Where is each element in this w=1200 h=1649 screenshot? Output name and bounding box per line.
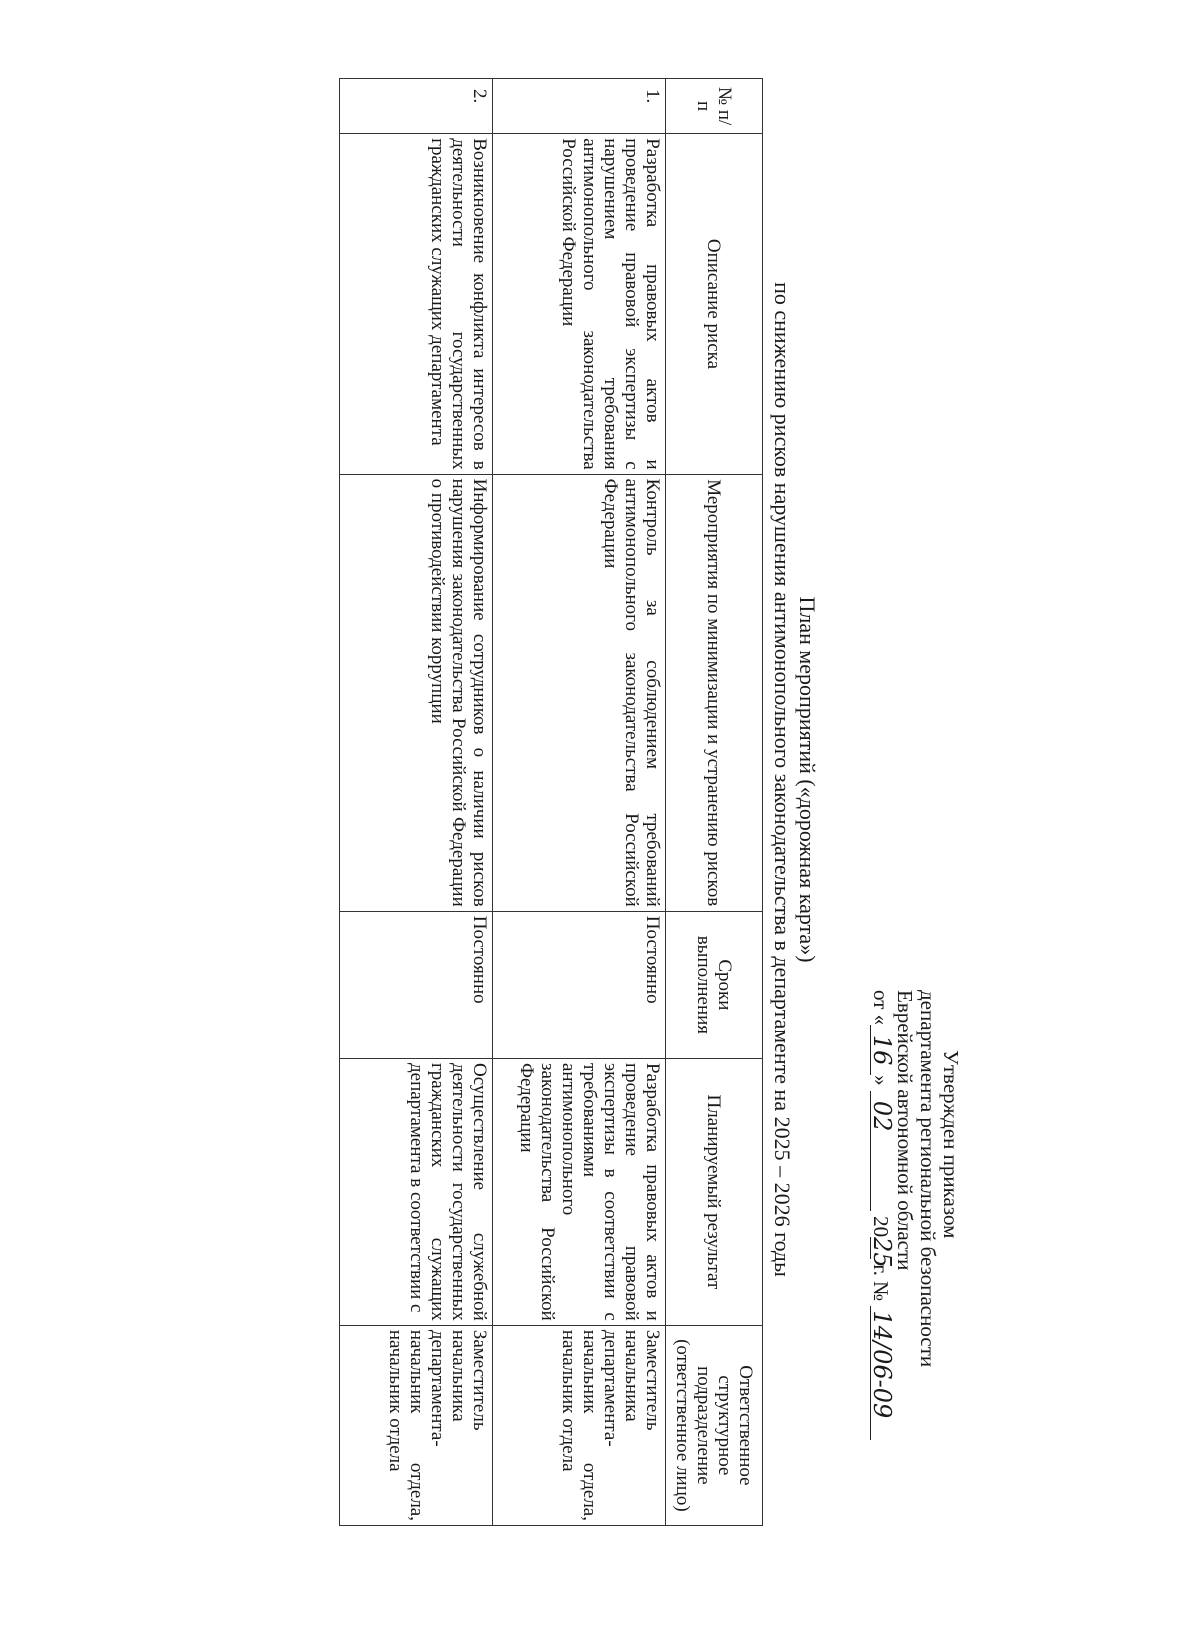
header-num: № п/п	[666, 79, 763, 134]
header-risk: Описание риска	[666, 134, 763, 474]
cell-risk: Возникновение конфликта интересов в деятельности государственных гражданских служащих департамента	[340, 134, 493, 474]
cell-num: 1.	[493, 79, 666, 134]
handwritten-year: 25	[868, 1237, 896, 1268]
roadmap-table	[339, 78, 763, 1526]
handwritten-month: 02	[870, 1091, 893, 1211]
cell-term: Постоянно	[493, 911, 666, 1058]
header-term: Сроки выполнения	[666, 911, 763, 1058]
table-row	[340, 79, 493, 1526]
cell-risk: Разработка правовых актов и проведение правовой экспертизы с нарушением требования антимонопольного законодательства Российской Федерации	[493, 134, 666, 474]
approval-stamp	[869, 990, 962, 1510]
cell-result: Осуществление служебной деятельности государственных гражданских служащих департамента в соответствии с	[340, 1058, 493, 1325]
document-subtitle: по снижению рисков нарушения антимонопольного законодательства в департаменте на 2025 – 2026 годы	[770, 282, 795, 1277]
cell-term: Постоянно	[340, 911, 493, 1058]
document-title: План мероприятий («дорожная карта»)	[795, 596, 820, 963]
approval-line-3: Еврейской автономной области	[893, 990, 917, 1271]
table-row	[493, 79, 666, 1526]
date-close-quote: »	[869, 1075, 893, 1086]
year-suffix: г. №	[869, 1259, 893, 1302]
cell-responsible: Заместитель начальника департамента-начальник отдела, начальник отдела	[340, 1325, 493, 1525]
cell-responsible: Заместитель начальника департамента-начальник отдела, начальник отдела	[493, 1325, 666, 1525]
header-measures: Мероприятия по минимизации и устранению рисков	[666, 474, 763, 911]
date-from-label: от «	[869, 990, 893, 1026]
approval-line-1: Утвержден приказом	[939, 1050, 963, 1239]
header-responsible: Ответственное структурное подразделение (ответственное лицо)	[666, 1325, 763, 1525]
cell-num: 2.	[340, 79, 493, 134]
header-result: Планируемый результат	[666, 1058, 763, 1325]
approval-line-2: департамента региональной безопасности	[916, 990, 940, 1368]
cell-measures: Информирование сотрудников о наличии рисков нарушения законодательства Российской Федерации о противодействии коррупции	[340, 474, 493, 911]
cell-result: Разработка правовых актов и проведение правовой экспертизы в соответствии с требованиями антимонопольного законодательства Российской Федерации	[493, 1058, 666, 1325]
approval-date-line	[868, 990, 896, 1510]
year-prefix: 20	[869, 1216, 893, 1238]
handwritten-day: 16	[870, 1025, 893, 1075]
handwritten-order-number: 14/06-09	[870, 1306, 893, 1440]
cell-measures: Контроль за соблюдением требований антимонопольного законодательства Российской Федерации	[493, 474, 666, 911]
table-header-row	[666, 79, 763, 1526]
